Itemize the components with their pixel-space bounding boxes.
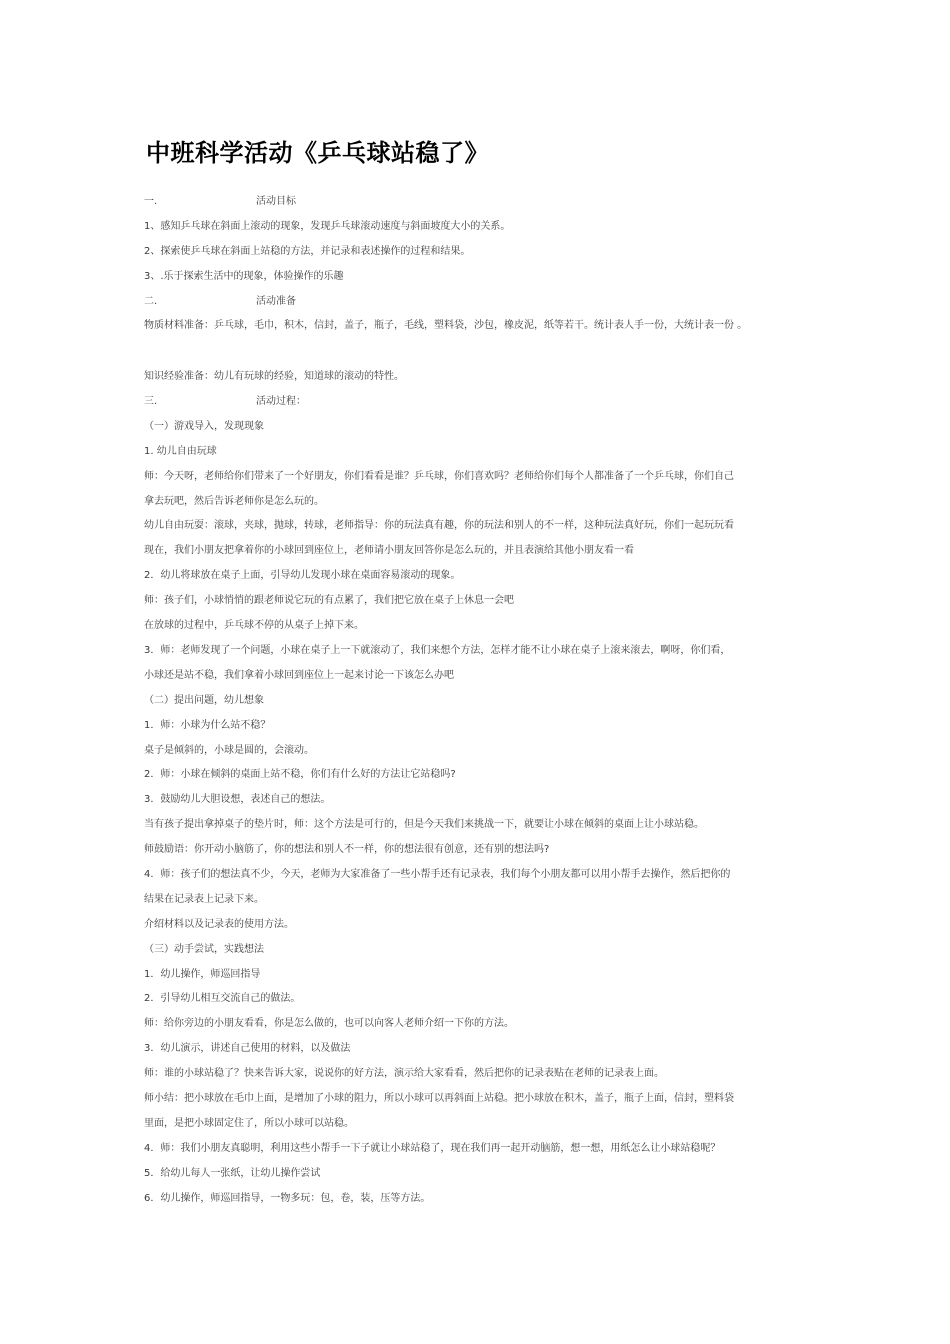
document-title: 中班科学活动《乒乓球站稳了》 [146,139,489,167]
paragraph: 1、感知乒乓球在斜面上滚动的现象，发现乒乓球滚动速度与斜面坡度大小的关系。 [144,220,511,232]
paragraph: 4．师：孩子们的想法真不少，今天，老师为大家准备了一些小帮手还有记录表，我们每个小朋友都可以用小帮手去操作，然后把你的 [144,868,731,880]
paragraph: 1．幼儿操作，师巡回指导 [144,968,261,980]
paragraph: 小球还是站不稳，我们拿着小球回到座位上一起来讨论一下该怎么办吧 [144,669,454,681]
paragraph: 桌子是倾斜的，小球是圆的，会滚动。 [144,744,314,756]
paragraph: 师：给你旁边的小朋友看看，你是怎么做的，也可以向客人老师介绍一下你的方法。 [144,1018,514,1030]
paragraph: 现在，我们小朋友把拿着你的小球回到座位上，老师请小朋友回答你是怎么玩的，并且表演给其他小朋友看一看 [144,545,634,557]
paragraph: 师：孩子们，小球悄悄的跟老师说它玩的有点累了，我们把它放在桌子上休息一会吧 [144,595,514,607]
paragraph: 1. 幼儿自由玩球 [144,445,217,457]
paragraph: 里面，是把小球固定住了，所以小球可以站稳。 [144,1117,354,1129]
paragraph: 2、探索使乒乓球在斜面上站稳的方法，并记录和表述操作的过程和结果。 [144,245,471,257]
subsection-heading: （三）动手尝试，实践想法 [144,943,264,955]
section-heading [144,190,824,215]
section-number: 二. [144,295,158,307]
paragraph: 2．师：小球在倾斜的桌面上站不稳，你们有什么好的方法让它站稳吗? [144,769,456,781]
paragraph: 3．幼儿演示，讲述自己使用的材料，以及做法 [144,1043,351,1055]
paragraph: 师：今天呀，老师给你们带来了一个好朋友，你们看看是谁？乒乓球，你们喜欢吗？老师给你们每个人都准备了一个乒乓球，你们自己 [144,470,734,482]
paragraph: 幼儿自由玩耍：滚球，夹球，抛球，转球，老师指导：你的玩法真有趣，你的玩法和别人的不一样，这种玩法真好玩，你们一起玩玩看 [144,520,734,532]
section-number: 三. [144,396,158,408]
section-title: 活动目标 [256,196,296,207]
paragraph: 物质材料准备：乒乓球，毛巾，积木，信封，盖子，瓶子，毛线，塑料袋，沙包，橡皮泥，纸等若干。统计表人手一份，大统计表一份 。 [144,320,748,332]
blank-line [144,339,824,365]
paragraph: 师：谁的小球站稳了？快来告诉大家，说说你的好方法，演示给大家看看，然后把你的记录表贴在老师的记录表上面。 [144,1068,664,1080]
paragraph: 1．师：小球为什么站不稳？ [144,719,271,731]
section-heading [144,390,824,415]
document-body [144,190,824,1211]
paragraph: 当有孩子提出拿掉桌子的垫片时，师：这个方法是可行的，但是今天我们来挑战一下，就要让小球在倾斜的桌面上让小球站稳。 [144,819,704,831]
section-title: 活动过程： [256,396,306,408]
paragraph: 介绍材料以及记录表的使用方法。 [144,918,294,930]
paragraph: 3、.乐于探索生活中的现象，体验操作的乐趣 [144,270,344,282]
paragraph: 知识经验准备：幼儿有玩球的经验，知道球的滚动的特性。 [144,371,404,383]
paragraph: 在放球的过程中，乒乓球不停的从桌子上掉下来。 [144,620,364,632]
paragraph: 师鼓励语：你开动小脑筋了，你的想法和别人不一样，你的想法很有创意，还有别的想法吗? [144,844,550,856]
paragraph: 4．师：我们小朋友真聪明，利用这些小帮手一下子就让小球站稳了，现在我们再一起开动脑筋，想一想，用纸怎么让小球站稳呢？ [144,1142,721,1154]
paragraph: 2．引导幼儿相互交流自己的做法。 [144,993,301,1005]
paragraph: 结果在记录表上记录下来。 [144,893,264,905]
paragraph: 3．鼓励幼儿大胆设想，表述自己的想法。 [144,794,331,806]
section-number: 一. [144,196,158,207]
paragraph: 3．师：老师发现了一个问题，小球在桌子上一下就滚动了，我们来想个方法，怎样才能不让小球在桌子上滚来滚去，啊呀，你们看， [144,644,731,656]
subsection-heading: （一）游戏导入，发现现象 [144,420,264,432]
section-heading [144,290,824,315]
paragraph: 2．幼儿将球放在桌子上面，引导幼儿发现小球在桌面容易滚动的现象。 [144,570,461,582]
paragraph: 师小结：把小球放在毛巾上面，是增加了小球的阻力，所以小球可以再斜面上站稳。把小球放在积木，盖子，瓶子上面，信封，塑料袋 [144,1092,734,1104]
paragraph: 6．幼儿操作，师巡回指导，一物多玩：包，卷，装，压等方法。 [144,1192,431,1204]
paragraph: 拿去玩吧，然后告诉老师你是怎么玩的。 [144,495,324,507]
section-title: 活动准备 [256,295,296,307]
subsection-heading: （二）提出问题，幼儿想象 [144,694,264,706]
paragraph: 5．给幼儿每人一张纸，让幼儿操作尝试 [144,1167,321,1179]
